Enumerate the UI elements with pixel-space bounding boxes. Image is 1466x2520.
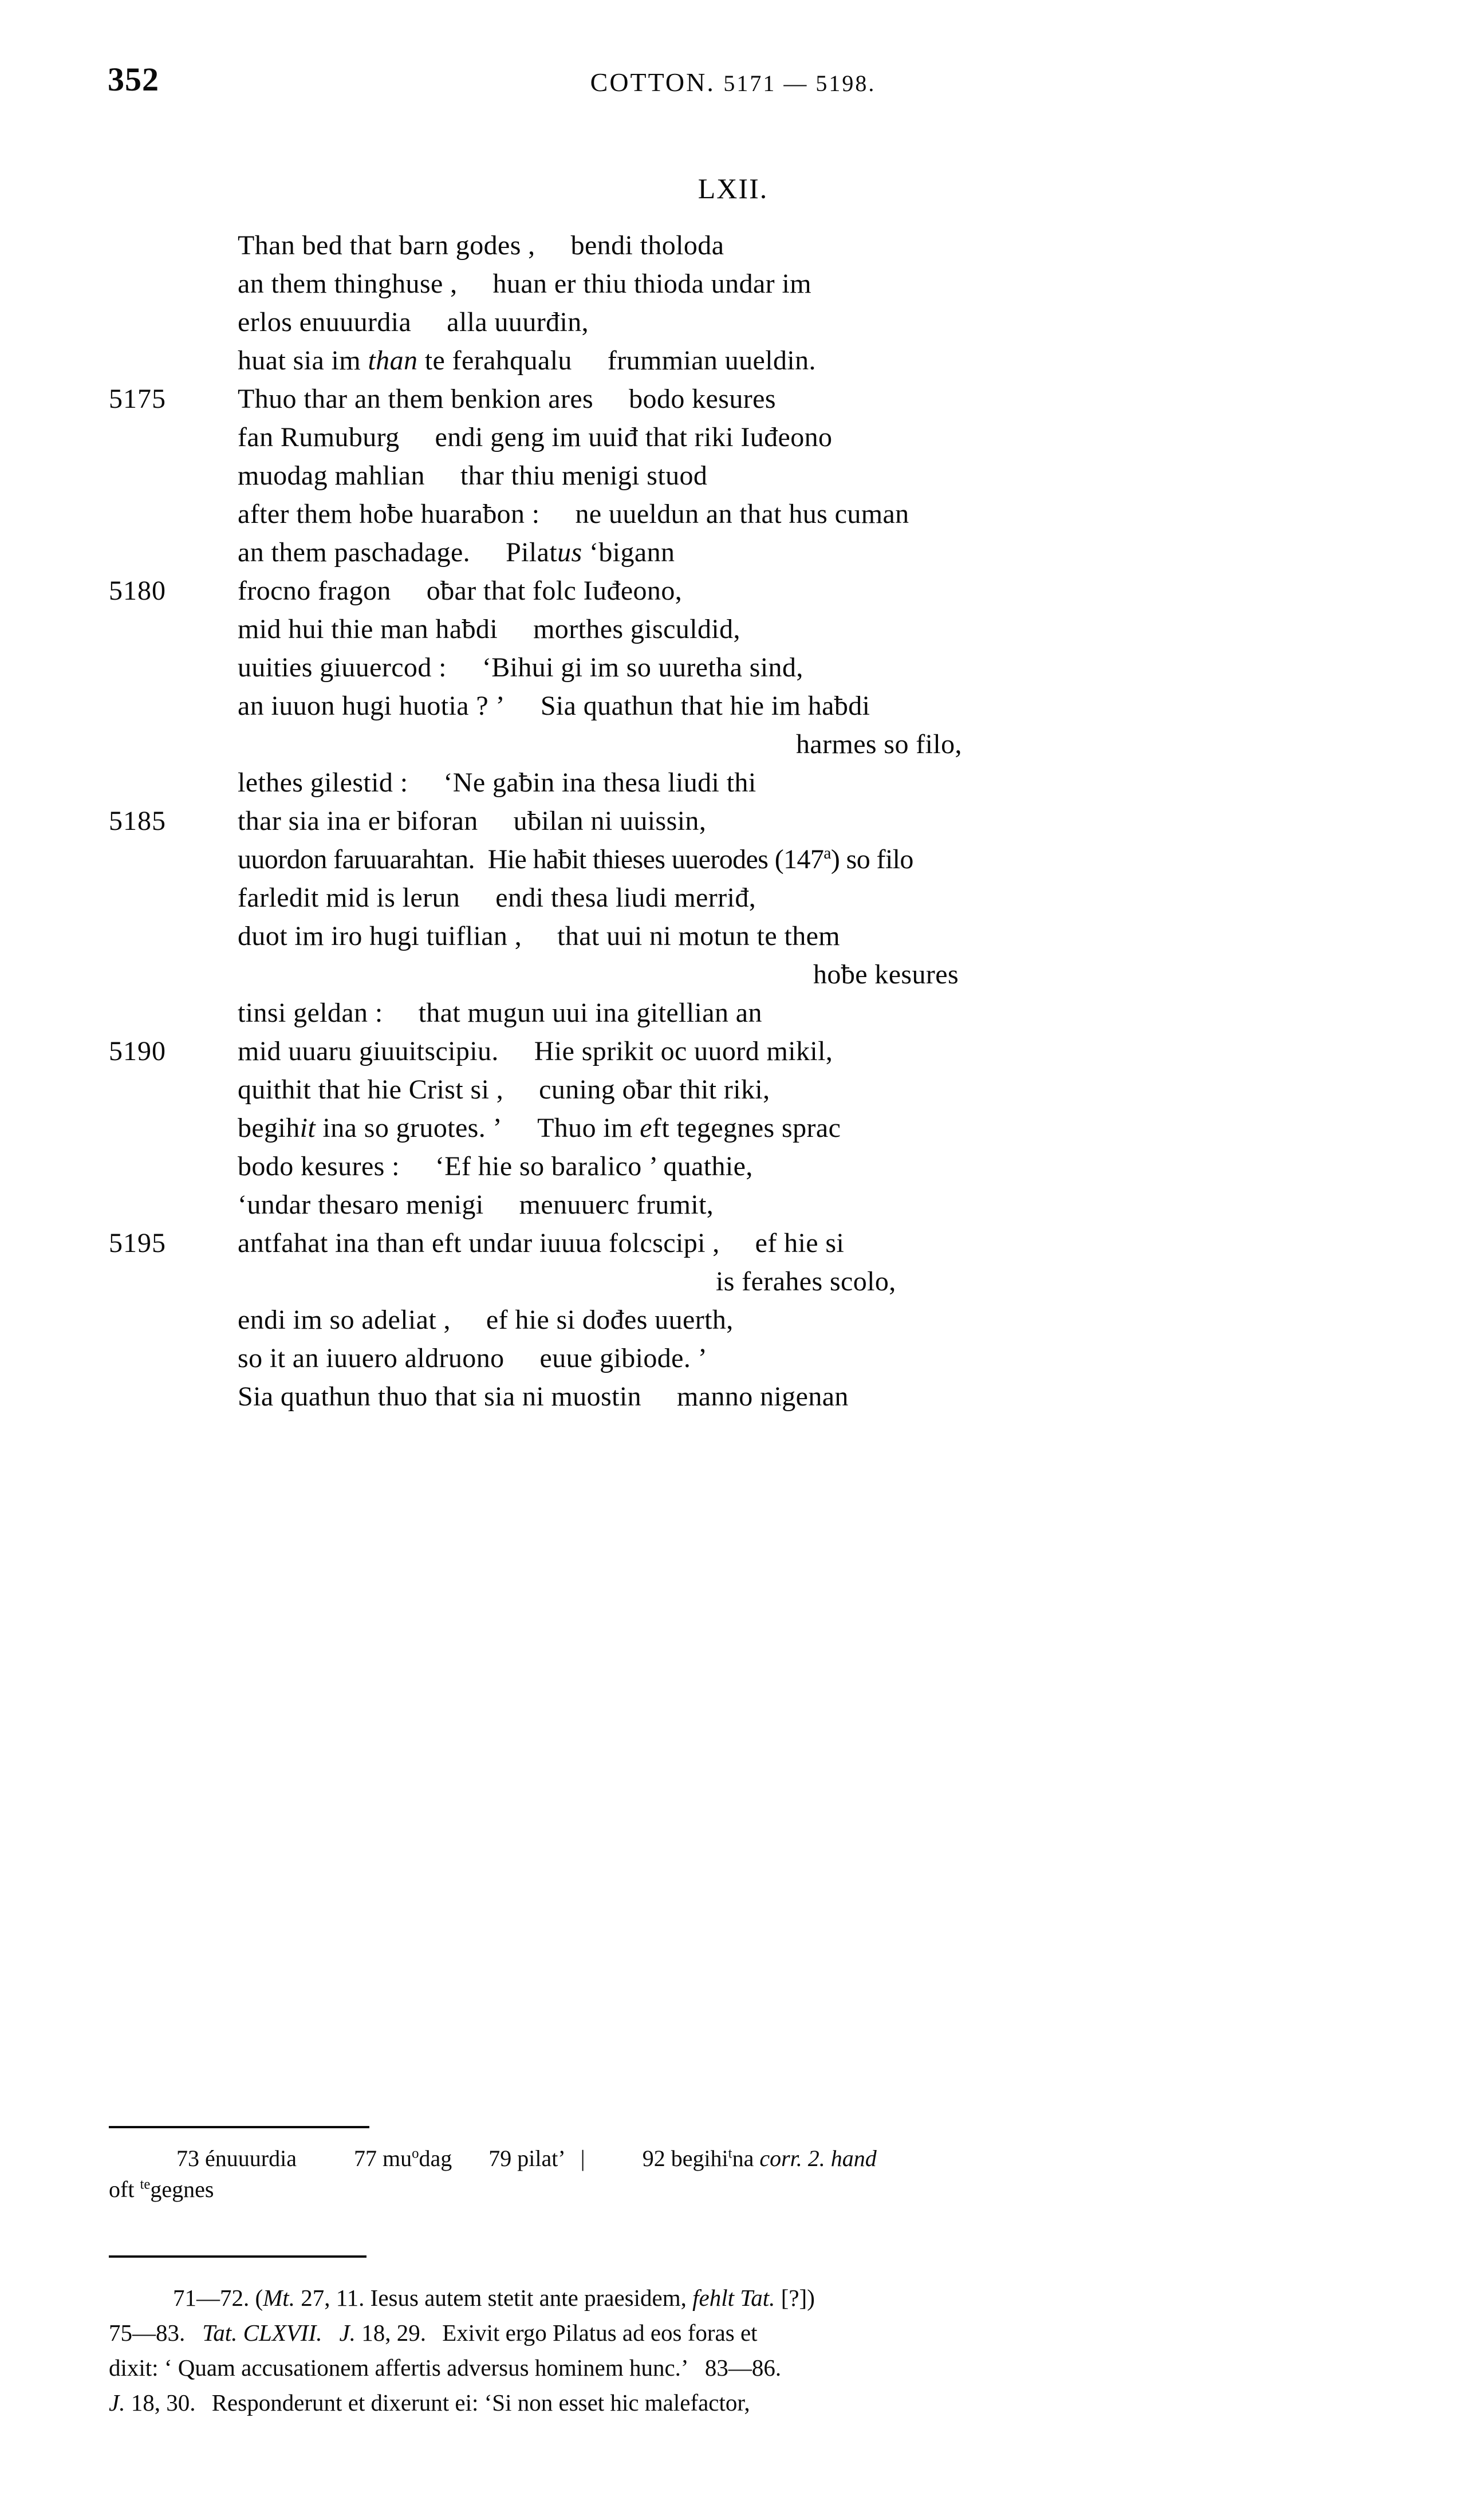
variant-apparatus bbox=[109, 2143, 1369, 2205]
verse-line-text: begihit ina so gruotes. ’ Thuo im eft tegegnes sprac bbox=[238, 1113, 841, 1143]
verse-line-text: mid uuaru giuuitscipiu. Hie sprikit oc uuord mikil, bbox=[238, 1036, 833, 1066]
verse-line-text: is ferahes scolo, bbox=[716, 1266, 896, 1297]
verse-line-number: 5190 bbox=[109, 1036, 166, 1066]
running-head bbox=[0, 60, 1466, 100]
verse-line bbox=[0, 840, 1466, 879]
verse-line-text: Than bed that barn godes , bendi tholoda bbox=[238, 230, 724, 261]
verse-line bbox=[0, 418, 1466, 456]
verse-line-text: ‘undar thesaro menigi menuuerc frumit, bbox=[238, 1190, 714, 1220]
verse-line bbox=[0, 648, 1466, 687]
verse-line bbox=[0, 1147, 1466, 1186]
verse-block bbox=[0, 226, 1466, 1416]
verse-line bbox=[0, 955, 1466, 994]
verse-line-text: hoƀe kesures bbox=[813, 959, 959, 990]
page-number: 352 bbox=[108, 61, 159, 98]
verse-line-text: an iuuon hugi huotia ? ’ Sia quathun that hie im haƀdi bbox=[238, 691, 870, 721]
verse-line bbox=[0, 1339, 1466, 1377]
verse-line bbox=[0, 802, 1466, 840]
verse-line bbox=[0, 763, 1466, 802]
verse-line bbox=[0, 1301, 1466, 1339]
verse-line bbox=[0, 1032, 1466, 1070]
source-commentary bbox=[109, 2281, 1363, 2420]
section-number: LXII. bbox=[697, 172, 769, 204]
verse-line bbox=[0, 456, 1466, 495]
apparatus-line: oft $^{te}$gegnes bbox=[109, 2176, 214, 2202]
commentary-line: 75—83. Tat. CLXVII. J. 18, 29. Exivit ergo Pilatus ad eos foras et bbox=[109, 2320, 758, 2346]
commentary-line: J. 18, 30. Responderunt et dixerunt ei: ‘Si non esset hic malefactor, bbox=[109, 2389, 750, 2416]
commentary-line: dixit: ‘ Quam accusationem affertis adversus hominem hunc.’ 83—86. bbox=[109, 2354, 782, 2381]
running-head-title bbox=[0, 67, 1466, 97]
verse-line bbox=[0, 994, 1466, 1032]
verse-line-number: 5195 bbox=[109, 1228, 166, 1258]
verse-line-text: duot im iro hugi tuiflian , that uui ni motun te them bbox=[238, 921, 841, 951]
verse-line-text: endi im so adeliat , ef hie si dođes uuerth, bbox=[238, 1305, 734, 1335]
verse-line bbox=[0, 1377, 1466, 1416]
verse-line-text: muodag mahlian thar thiu menigi stuod bbox=[238, 460, 708, 491]
apparatus-divider-rule bbox=[109, 2126, 369, 2128]
verse-line bbox=[0, 226, 1466, 265]
verse-line-text: farledit mid is lerun endi thesa liudi merriđ, bbox=[238, 883, 756, 913]
commentary-line: 71—72. (Mt. 27, 11. Iesus autem stetit ante praesidem, fehlt Tat. [?]) bbox=[173, 2285, 815, 2311]
verse-line-text: after them hoƀe huaraƀon : ne uueldun an that hus cuman bbox=[238, 499, 909, 529]
verse-line bbox=[0, 572, 1466, 610]
verse-line-text: an them thinghuse , huan er thiu thioda undar im bbox=[238, 269, 811, 299]
verse-line-text: bodo kesures : ‘Ef hie so baralico ’ quathie, bbox=[238, 1151, 753, 1182]
verse-line-text: an them paschadage. Pilatus ‘bigann bbox=[238, 537, 675, 568]
verse-line bbox=[0, 1224, 1466, 1262]
verse-line bbox=[0, 687, 1466, 725]
verse-line-number: 5175 bbox=[109, 384, 166, 414]
verse-line bbox=[0, 533, 1466, 572]
verse-line-text: fan Rumuburg endi geng im uuiđ that riki Iuđeono bbox=[238, 422, 833, 452]
verse-line bbox=[0, 610, 1466, 648]
verse-line-text: antfahat ina than eft undar iuuua folcscipi , ef hie si bbox=[238, 1228, 845, 1258]
verse-line-text: Sia quathun thuo that sia ni muostin manno nigenan bbox=[238, 1381, 849, 1412]
verse-line-text: tinsi geldan : that mugun uui ina gitellian an bbox=[238, 998, 762, 1028]
verse-line bbox=[0, 303, 1466, 341]
verse-line-text: lethes gilestid : ‘Ne gaƀin ina thesa liudi thi bbox=[238, 767, 756, 798]
verse-line bbox=[0, 1109, 1466, 1147]
verse-line bbox=[0, 917, 1466, 955]
apparatus-line: 73 énuuurdia 77 $mu^odag$ 79 pilat’ | 92 begihi$^t$na corr. 2. hand bbox=[176, 2145, 877, 2171]
verse-line-text: mid hui thie man haƀdi morthes gisculdid, bbox=[238, 614, 740, 644]
running-head-source: COTTON. bbox=[590, 68, 715, 97]
verse-line bbox=[0, 879, 1466, 917]
verse-line-text: Thuo thar an them benkion ares bodo kesures bbox=[238, 384, 776, 414]
verse-line bbox=[0, 380, 1466, 418]
verse-line-text: erlos enuuurdia alla uuurđin, bbox=[238, 307, 589, 337]
verse-line-text: uuities giuuercod : ‘Bihui gi im so uuretha sind, bbox=[238, 652, 803, 683]
verse-line bbox=[0, 341, 1466, 380]
verse-line bbox=[0, 495, 1466, 533]
verse-line bbox=[0, 265, 1466, 303]
verse-line-text: quithit that hie Crist si , cuning oƀar thit riki, bbox=[238, 1074, 770, 1105]
verse-line-number: 5185 bbox=[109, 806, 166, 836]
verse-line-text: thar sia ina er biforan uƀilan ni uuissin, bbox=[238, 806, 707, 836]
verse-line bbox=[0, 1070, 1466, 1109]
verse-line-text: frocno fragon oƀar that folc Iuđeono, bbox=[238, 576, 683, 606]
commentary-divider-rule bbox=[109, 2255, 366, 2258]
verse-line bbox=[0, 725, 1466, 763]
verse-line-text: so it an iuuero aldruono euue gibiode. ’ bbox=[238, 1343, 708, 1373]
running-head-range: 5171 — 5198. bbox=[723, 70, 876, 96]
verse-line-text: uuordon faruuarahtan. Hie haƀit thieses uuerodes (147$^a$) so filo bbox=[238, 844, 913, 875]
verse-line-text: huat sia im than te ferahqualu frummian uueldin. bbox=[238, 345, 816, 376]
verse-line-text: harmes so filo, bbox=[796, 729, 962, 759]
verse-line bbox=[0, 1262, 1466, 1301]
verse-line-number: 5180 bbox=[109, 576, 166, 606]
verse-line bbox=[0, 1186, 1466, 1224]
